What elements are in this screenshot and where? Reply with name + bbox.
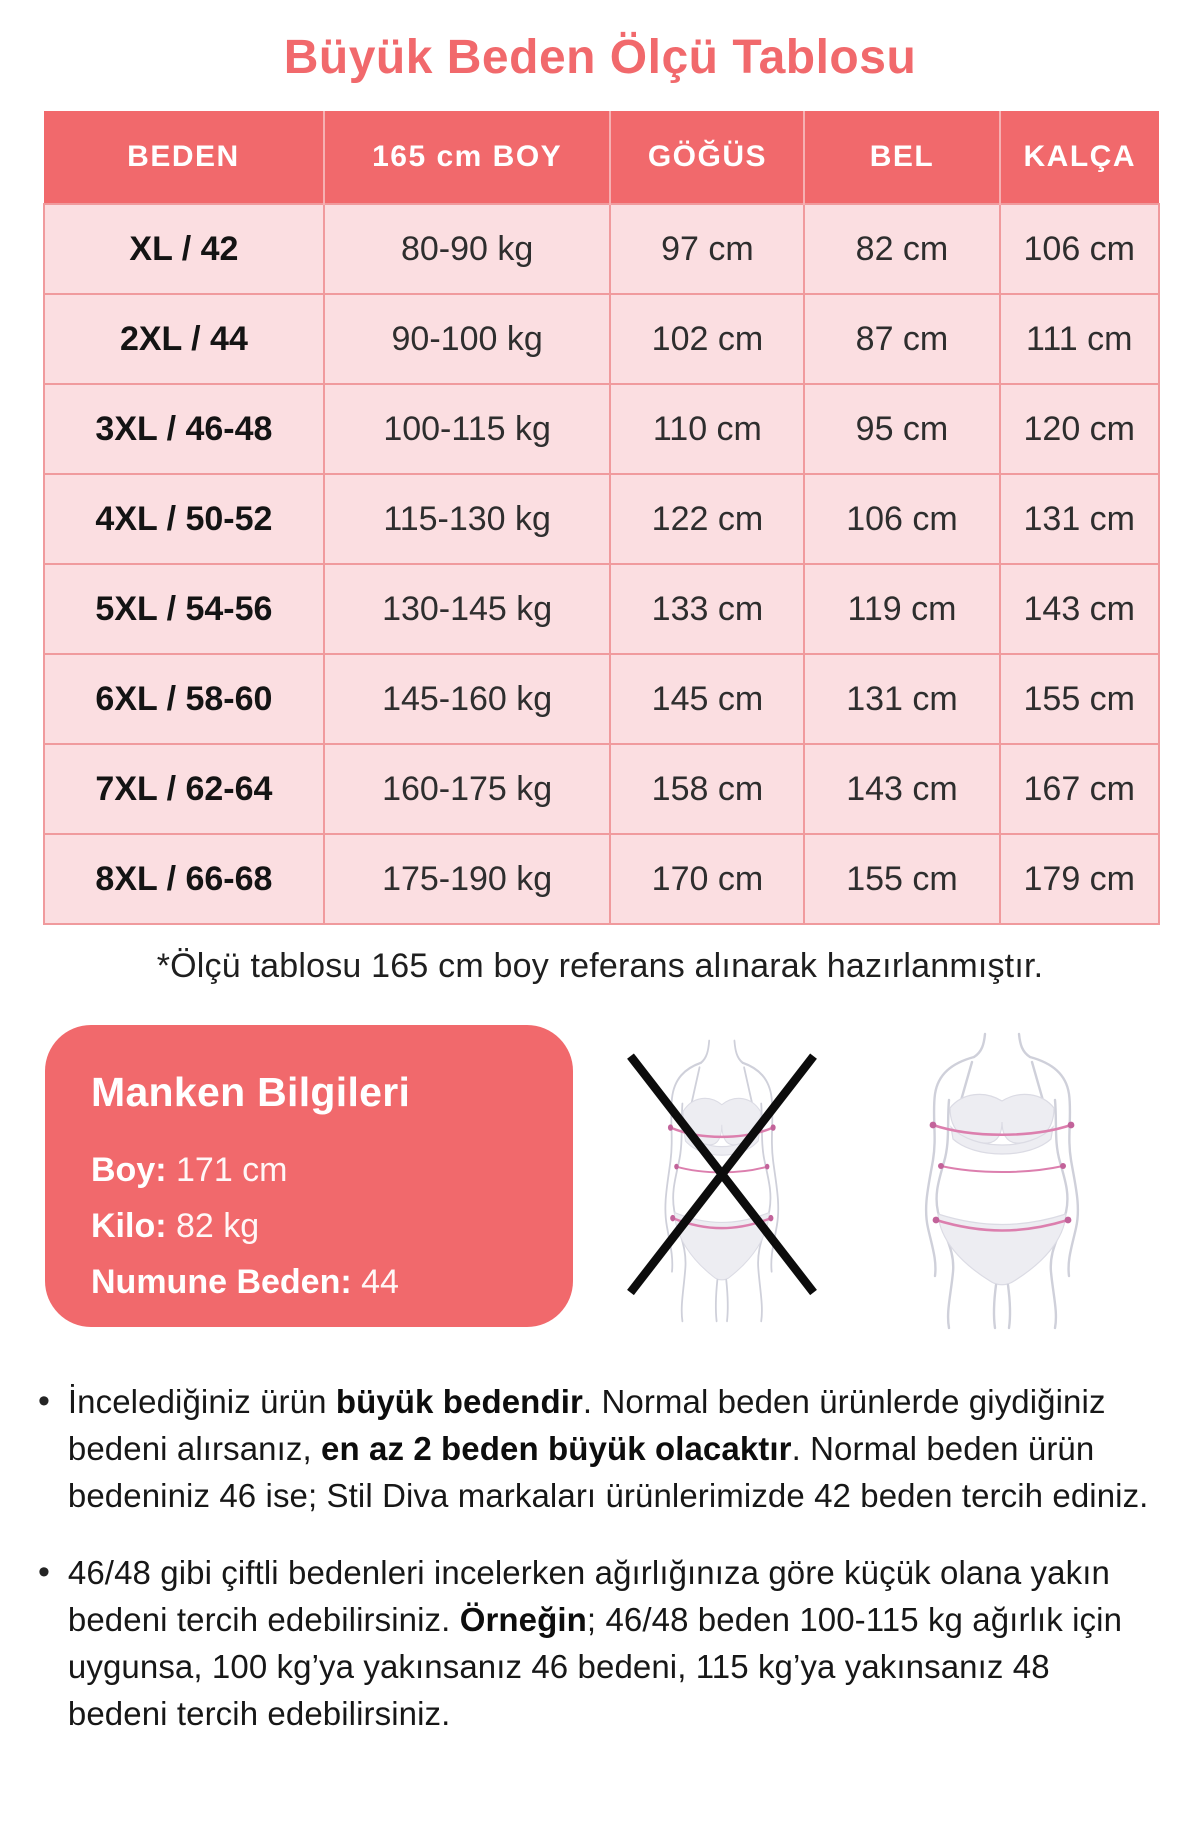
model-fields [91, 1142, 543, 1310]
size-cell: 3XL / 46-48 [44, 384, 324, 474]
size-cell: 7XL / 62-64 [44, 744, 324, 834]
table-row [44, 384, 1159, 474]
model-info-card [45, 1025, 573, 1327]
bullet-dot: • [38, 1382, 50, 1420]
size-table [43, 111, 1160, 925]
measurement-cell: 145 cm [610, 654, 804, 744]
measurement-cell: 155 cm [1000, 654, 1159, 744]
measurement-cell: 80-90 kg [324, 204, 611, 294]
measurement-cell: 167 cm [1000, 744, 1159, 834]
column-header: GÖĞÜS [610, 111, 804, 204]
measurement-cell: 170 cm [610, 834, 804, 924]
model-field-label: Numune Beden: [91, 1263, 352, 1301]
table-row [44, 744, 1159, 834]
measurement-cell: 175-190 kg [324, 834, 611, 924]
measurement-cell: 143 cm [804, 744, 999, 834]
measurement-cell: 106 cm [1000, 204, 1159, 294]
size-table-head-row [44, 111, 1159, 204]
measurement-cell: 100-115 kg [324, 384, 611, 474]
slim-body-crossed-out-icon [601, 1037, 843, 1323]
size-cell: 4XL / 50-52 [44, 474, 324, 564]
measurement-cell: 143 cm [1000, 564, 1159, 654]
measurement-cell: 95 cm [804, 384, 999, 474]
measurement-cell: 120 cm [1000, 384, 1159, 474]
model-field [91, 1254, 543, 1310]
page-title: Büyük Beden Ölçü Tablosu [283, 31, 917, 84]
table-row [44, 834, 1159, 924]
measurement-figures [573, 1030, 1160, 1330]
measurement-cell: 122 cm [610, 474, 804, 564]
size-cell: 8XL / 66-68 [44, 834, 324, 924]
measurement-cell: 110 cm [610, 384, 804, 474]
measurement-cell: 97 cm [610, 204, 804, 294]
measurement-cell: 87 cm [804, 294, 999, 384]
model-field-label: Boy: [91, 1151, 167, 1189]
size-cell: XL / 42 [44, 204, 324, 294]
size-table-body [44, 204, 1159, 924]
column-header: BEL [804, 111, 999, 204]
size-cell: 2XL / 44 [44, 294, 324, 384]
column-header: 165 cm BOY [324, 111, 611, 204]
table-row [44, 564, 1159, 654]
measurement-cell: 145-160 kg [324, 654, 611, 744]
column-header: BEDEN [44, 111, 324, 204]
measurement-cell: 179 cm [1000, 834, 1159, 924]
measurement-cell: 158 cm [610, 744, 804, 834]
notes-list [0, 1330, 1200, 1737]
measurement-cell: 111 cm [1000, 294, 1159, 384]
measurement-cell: 102 cm [610, 294, 804, 384]
measurement-cell: 115-130 kg [324, 474, 611, 564]
model-field [91, 1142, 543, 1198]
size-cell: 5XL / 54-56 [44, 564, 324, 654]
measurement-cell: 131 cm [804, 654, 999, 744]
table-row [44, 474, 1159, 564]
size-cell: 6XL / 58-60 [44, 654, 324, 744]
measurement-cell: 82 cm [804, 204, 999, 294]
model-info-section [45, 1022, 1160, 1330]
model-field-value: 171 cm [166, 1151, 288, 1189]
model-field-value: 44 [351, 1263, 399, 1301]
measurement-cell: 133 cm [610, 564, 804, 654]
column-header: KALÇA [1000, 111, 1159, 204]
note-item [38, 1549, 1155, 1737]
measurement-cell: 160-175 kg [324, 744, 611, 834]
size-table-container [43, 111, 1160, 925]
measurement-cell: 131 cm [1000, 474, 1159, 564]
measurement-cell: 119 cm [804, 564, 999, 654]
note-text: İncelediğiniz ürün büyük bedendir. Normal beden ürünlerde giydiğiniz bedeni alırsanız, en az 2 beden büyük olacaktır. Normal beden ürün bedeniniz 46 ise; Stil Diva markaları ürünlerimizde 42 beden tercih ediniz. [67, 1383, 1149, 1514]
note-item [38, 1378, 1155, 1519]
table-row [44, 654, 1159, 744]
model-field [91, 1198, 543, 1254]
table-row [44, 204, 1159, 294]
table-footnote: *Ölçü tablosu 165 cm boy referans alınarak hazırlanmıştır. [156, 947, 1044, 985]
note-text: 46/48 gibi çiftli bedenleri incelerken ağırlığınıza göre küçük olana yakın bedeni tercih edebilirsiniz. Örneğin; 46/48 beden 100-115 kg ağırlık için uygunsa, 100 kg’ya yakınsanız 46 bedeni, 115 kg’ya yakınsanız 48 bedeni tercih edebilirsiniz. [67, 1554, 1123, 1732]
measurement-cell: 106 cm [804, 474, 999, 564]
model-field-value: 82 kg [166, 1207, 260, 1245]
table-row [44, 294, 1159, 384]
plus-size-body-icon [871, 1030, 1133, 1330]
bullet-dot: • [38, 1553, 50, 1591]
measurement-cell: 130-145 kg [324, 564, 611, 654]
measurement-cell: 155 cm [804, 834, 999, 924]
model-info-title: Manken Bilgileri [91, 1069, 411, 1115]
model-field-label: Kilo: [91, 1207, 167, 1245]
measurement-cell: 90-100 kg [324, 294, 611, 384]
